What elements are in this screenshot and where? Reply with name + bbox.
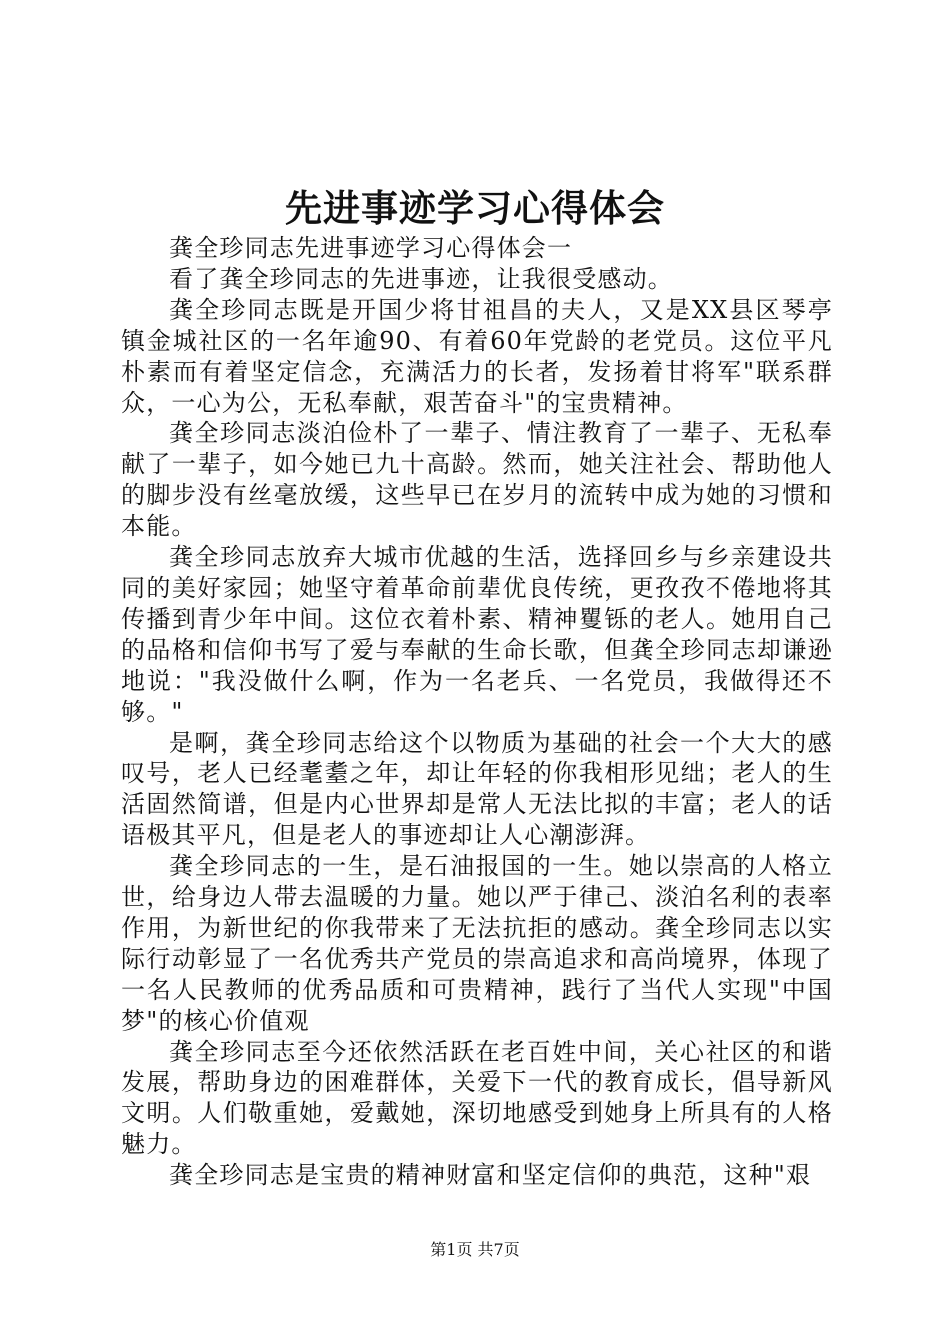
paragraph: 龚全珍同志先进事迹学习心得体会一 <box>169 234 573 262</box>
document-body <box>121 233 833 1191</box>
page-number-footer: 第1页 共7页 <box>430 1240 520 1259</box>
paragraph: 龚全珍同志既是开国少将甘祖昌的夫人，又是XX县区琴亭镇金城社区的一名年逾90、有着60年党龄的老党员。这位平凡朴素而有着坚定信念，充满活力的长者，发扬着甘将军"联系群众，一心为公，无私奉献，艰苦奋斗"的宝贵精神。 <box>121 295 833 417</box>
paragraph: 是啊，龚全珍同志给这个以物质为基础的社会一个大大的感叹号，老人已经耄耋之年，却让年轻的你我相形见绌；老人的生活固然简谱，但是内心世界却是常人无法比拟的丰富；老人的话语极其平凡，但是老人的事迹却让人心潮澎湃。 <box>121 728 833 850</box>
paragraph: 龚全珍同志淡泊俭朴了一辈子、情注教育了一辈子、无私奉献了一辈子，如今她已九十高龄。然而，她关注社会、帮助他人的脚步没有丝毫放缓，这些早已在岁月的流转中成为她的习惯和本能。 <box>121 419 833 541</box>
document-title: 先进事迹学习心得体会 <box>285 186 665 230</box>
paragraph: 龚全珍同志放弃大城市优越的生活，选择回乡与乡亲建设共同的美好家园；她坚守着革命前辈优良传统，更孜孜不倦地将其传播到青少年中间。这位衣着朴素、精神矍铄的老人。她用自己的品格和信仰书写了爱与奉献的生命长歌，但龚全珍同志却谦逊地说："我没做什么啊，作为一名老兵、一名党员，我做得还不够。" <box>121 543 833 726</box>
paragraph: 龚全珍同志是宝贵的精神财富和坚定信仰的典范，这种"艰 <box>169 1161 812 1190</box>
paragraph: 龚全珍同志的一生，是石油报国的一生。她以崇高的人格立世，给身边人带去温暖的力量。她以严于律己、淡泊名利的表率作用，为新世纪的你我带来了无法抗拒的感动。龚全珍同志以实际行动彰显了一名优秀共产党员的崇高追求和高尚境界，体现了一名人民教师的优秀品质和可贵精神，践行了当代人实现"中国梦"的核心价值观 <box>121 852 833 1035</box>
paragraph: 看了龚全珍同志的先进事迹，让我很受感动。 <box>169 264 673 293</box>
paragraph: 龚全珍同志至今还依然活跃在老百姓中间，关心社区的和谐发展，帮助身边的困难群体，关爱下一代的教育成长，倡导新风文明。人们敬重她，爱戴她，深切地感受到她身上所具有的人格魅力。 <box>121 1037 833 1159</box>
